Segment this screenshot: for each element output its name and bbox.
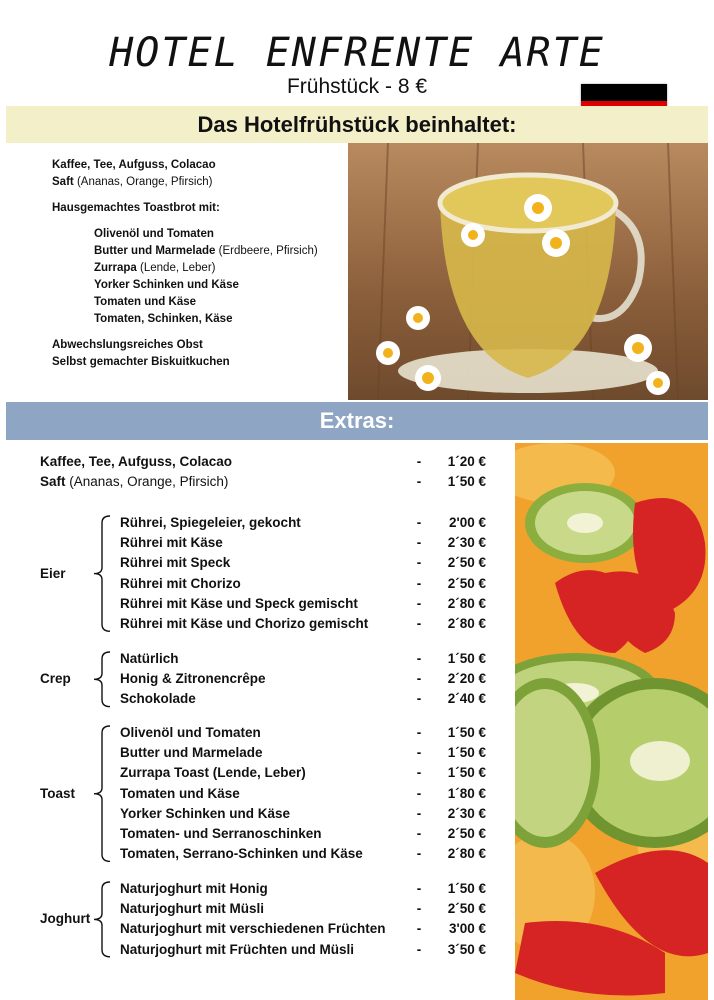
menu-item-name: [120, 594, 358, 614]
menu-item-price: 1´50 €: [447, 765, 486, 781]
menu-item-name: [120, 919, 386, 939]
toast-item-label: Tomaten, Schinken, Käse: [94, 313, 233, 325]
price-dash: -: [416, 474, 422, 490]
menu-item-name: [120, 553, 230, 573]
curly-brace-icon: [90, 515, 114, 632]
toast-item-label: Yorker Schinken und Käse: [94, 279, 239, 291]
menu-item-price: 3'00 €: [449, 921, 486, 937]
price-dash: -: [416, 765, 422, 781]
hotel-name: HOTEL ENFRENTE ARTE: [109, 30, 605, 76]
menu-item-label: Naturjoghurt mit Früchten und Müsli: [120, 941, 354, 957]
menu-item-label: Honig & Zitronencrêpe: [120, 671, 266, 687]
menu-item-label: Rührei mit Speck: [120, 555, 231, 571]
menu-item-name: [120, 669, 266, 689]
price-dash: -: [416, 555, 422, 571]
menu-item: [0, 472, 510, 492]
extras-section-title: Extras:: [6, 402, 708, 440]
menu-item-name: [120, 804, 290, 824]
price-dash: -: [416, 785, 422, 801]
menu-item-label: Tomaten- und Serranoschinken: [120, 826, 322, 841]
menu-item-name: [120, 784, 240, 804]
menu-item: [0, 763, 510, 783]
menu-item-label: Butter und Marmelade: [120, 745, 263, 761]
menu-item-price: 1´50 €: [447, 474, 486, 490]
menu-item-price: 2´50 €: [447, 826, 486, 841]
toast-item-detail: (Lende, Leber): [140, 262, 216, 274]
menu-item-name: [120, 513, 301, 533]
menu-item: [0, 574, 510, 594]
price-dash: -: [416, 575, 422, 591]
menu-item-label: Kaffee, Tee, Aufguss, Colacao: [40, 454, 233, 469]
included-fruit: Abwechslungsreiches Obst: [52, 339, 203, 351]
menu-item: [0, 743, 510, 763]
menu-item-label: Rührei mit Käse und Speck gemischt: [120, 595, 358, 611]
menu-item-name: [120, 689, 196, 709]
menu-item-label: Natürlich: [120, 651, 179, 666]
price-dash: -: [416, 454, 422, 469]
menu-item-label: Naturjoghurt mit verschiedenen Früchten: [120, 921, 386, 937]
menu-item: [0, 594, 510, 614]
price-dash: -: [416, 881, 422, 896]
menu-item: [0, 879, 510, 899]
menu-item: [0, 804, 510, 824]
toast-item-label: Tomaten und Käse: [94, 296, 197, 308]
curly-brace-icon: [90, 725, 114, 862]
included-cake: Selbst gemachter Biskuitkuchen: [52, 356, 230, 368]
menu-item-name: [40, 452, 232, 472]
menu-item-price: 1´50 €: [447, 881, 486, 896]
menu-item-label: Naturjoghurt mit Honig: [120, 881, 268, 896]
menu-item: [0, 533, 510, 553]
menu-item: [0, 553, 510, 573]
menu-item-price: 2´20 €: [447, 671, 486, 687]
price-dash: -: [416, 725, 422, 740]
toast-item-detail: (Erdbeere, Pfirsich): [218, 245, 318, 257]
menu-item: [0, 452, 510, 472]
menu-item-name: [120, 723, 261, 743]
menu-item-name: [120, 533, 223, 553]
menu-item-name: [120, 899, 264, 919]
menu-category: Eier: [40, 565, 66, 581]
menu-item-price: 1´20 €: [447, 454, 486, 469]
menu-item-label: Schokolade: [120, 691, 196, 707]
menu-item: [0, 513, 510, 533]
included-section-title: Das Hotelfrühstück beinhaltet:: [6, 106, 708, 143]
menu-item-price: 2´50 €: [447, 575, 486, 591]
price-dash: -: [416, 671, 422, 687]
menu-item-label: Yorker Schinken und Käse: [120, 805, 291, 821]
menu-item-name: [120, 763, 306, 783]
menu-item-price: 2´50 €: [447, 901, 486, 917]
price-dash: -: [416, 901, 422, 917]
toast-item-label: Butter und Marmelade: [94, 245, 216, 257]
menu-item-price: 3´50 €: [447, 941, 486, 957]
menu-item-name: [120, 824, 322, 844]
menu-item-price: 1´50 €: [447, 651, 486, 666]
menu-item: [0, 614, 510, 634]
menu-item-label: Zurrapa Toast (Lende, Leber): [120, 765, 306, 781]
price-dash: -: [416, 921, 422, 937]
price-dash: -: [416, 515, 422, 530]
price-dash: -: [416, 826, 422, 841]
price-dash: -: [416, 941, 422, 957]
menu-item: [0, 824, 510, 844]
menu-item: [0, 844, 510, 864]
toast-item-label: Olivenöl und Tomaten: [94, 228, 214, 240]
menu-item-label: Rührei mit Käse und Chorizo gemischt: [120, 616, 369, 631]
price-dash: -: [416, 846, 422, 862]
menu-item-label: Olivenöl und Tomaten: [120, 725, 261, 740]
price-dash: -: [416, 651, 422, 666]
menu-item: [0, 784, 510, 804]
menu-item-price: 1´50 €: [447, 725, 486, 740]
menu-item: [0, 649, 510, 669]
menu-item-label: Tomaten und Käse: [120, 785, 240, 801]
menu-item-price: 2´80 €: [447, 616, 486, 631]
menu-item-name: [120, 879, 268, 899]
menu-item: [0, 689, 510, 709]
breakfast-price-subtitle: Frühstück - 8 €: [286, 75, 428, 98]
menu-category: Toast: [40, 785, 76, 801]
price-dash: -: [416, 595, 422, 611]
menu-item-price: 2´80 €: [447, 846, 486, 862]
menu-item: [0, 940, 510, 960]
menu-item-price: 2´80 €: [447, 595, 486, 611]
flag-stripe-black: [581, 84, 667, 101]
curly-brace-icon: [90, 651, 114, 708]
menu-item-name: [120, 940, 354, 960]
price-dash: -: [416, 805, 422, 821]
menu-item-detail: (Ananas, Orange, Pfirsich): [69, 474, 229, 490]
included-juice-label: Saft: [52, 176, 74, 188]
menu-item-price: 2´30 €: [447, 535, 486, 551]
menu-item-price: 2´40 €: [447, 691, 486, 707]
menu-category: Crep: [40, 671, 71, 687]
menu-item-price: 1´80 €: [447, 785, 486, 801]
menu-item-label: Tomaten, Serrano-Schinken und Käse: [120, 846, 363, 862]
curly-brace-icon: [90, 881, 114, 958]
price-dash: -: [416, 745, 422, 761]
menu-item: [0, 669, 510, 689]
menu-item-name: [120, 614, 368, 634]
included-juice-detail: (Ananas, Orange, Pfirsich): [76, 176, 213, 188]
menu-item-name: [120, 743, 263, 763]
menu-item-name: [120, 574, 241, 594]
price-dash: -: [416, 616, 422, 631]
menu-item-name: [40, 472, 228, 492]
menu-item-label: Saft: [40, 474, 66, 490]
menu-item-price: 2´50 €: [447, 555, 486, 571]
price-dash: -: [416, 535, 422, 551]
toast-heading: Hausgemachtes Toastbrot mit:: [52, 202, 220, 214]
menu-item-label: Rührei mit Käse: [120, 535, 223, 551]
menu-item-name: [120, 649, 179, 669]
menu-item-label: Rührei, Spiegeleier, gekocht: [120, 515, 301, 530]
menu-item-price: 1´50 €: [447, 745, 486, 761]
menu-item-label: Rührei mit Chorizo: [120, 575, 241, 591]
menu-item-price: 2´30 €: [447, 805, 486, 821]
toast-item-label: Zurrapa: [94, 262, 137, 274]
menu-item: [0, 723, 510, 743]
menu-item-name: [120, 844, 363, 864]
menu-item-price: 2'00 €: [449, 515, 486, 530]
price-dash: -: [416, 691, 422, 707]
menu-item-label: Naturjoghurt mit Müsli: [120, 901, 264, 917]
menu-category: Joghurt: [40, 911, 91, 927]
included-drinks: Kaffee, Tee, Aufguss, Colacao: [52, 159, 216, 171]
fruit-salad-photo: [515, 443, 708, 1000]
